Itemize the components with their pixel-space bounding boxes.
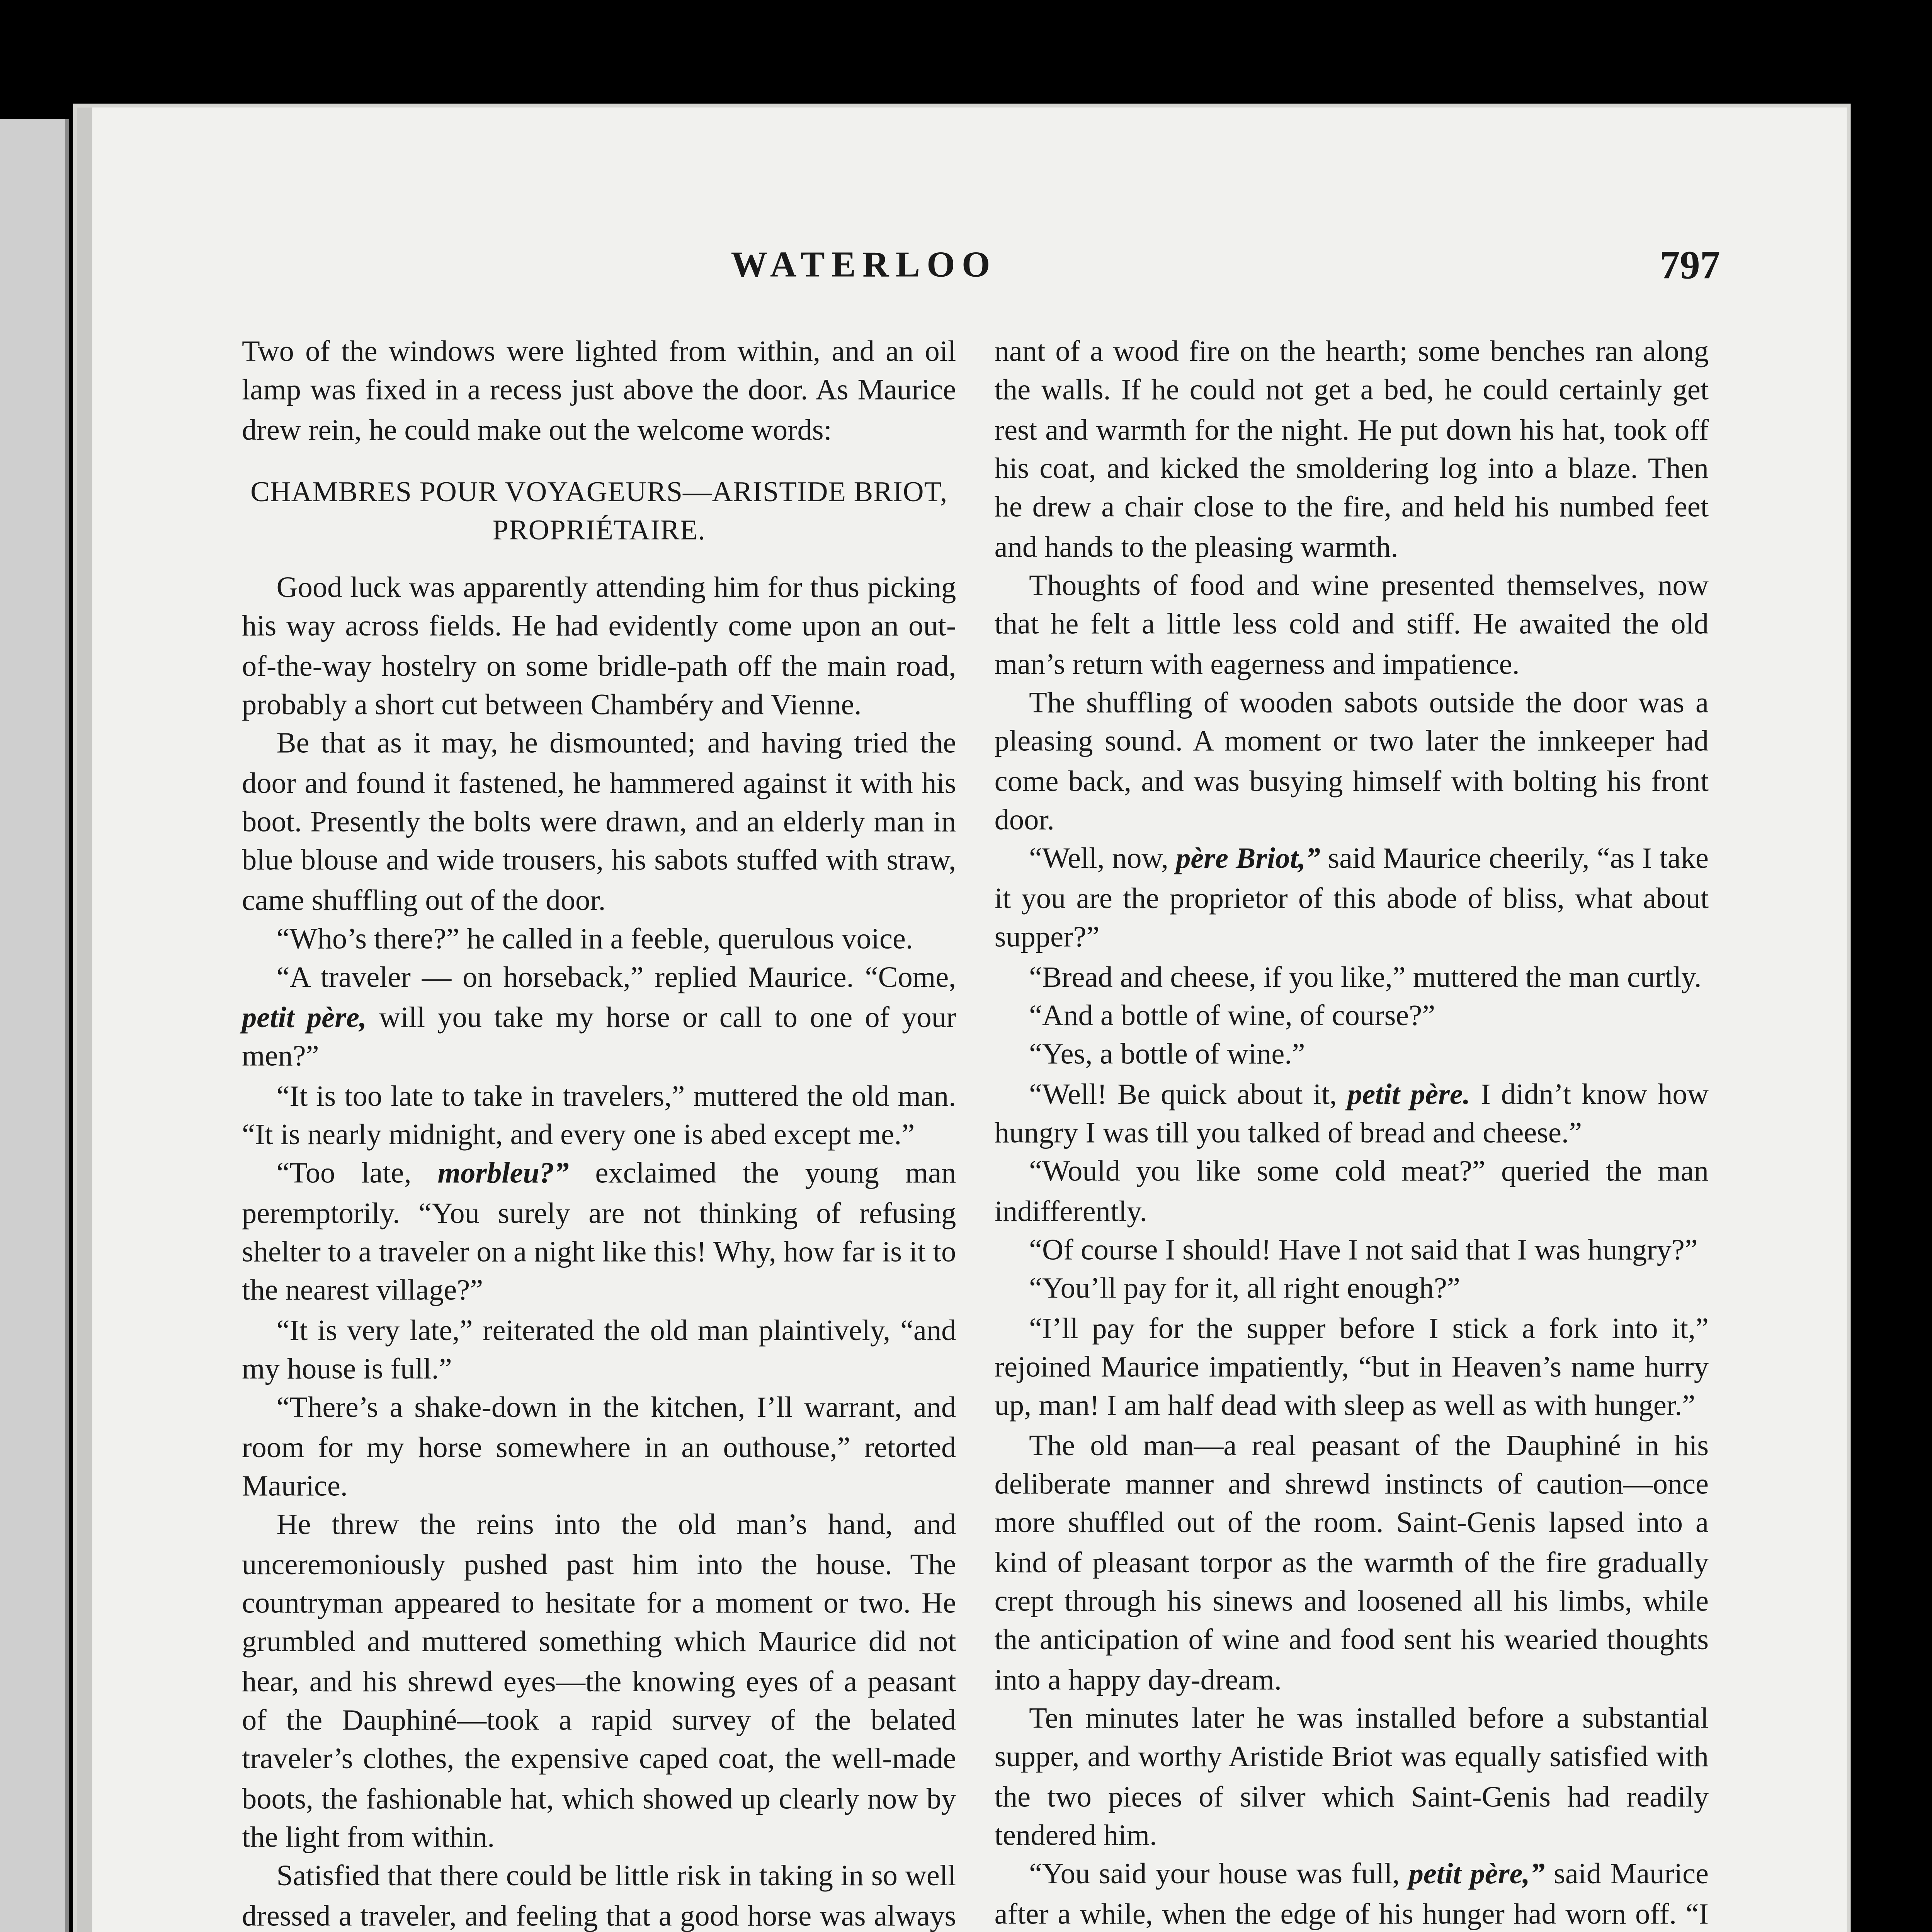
paragraph: “And a bottle of wine, of course?” <box>1029 1000 1435 1033</box>
paragraph: “Bread and cheese, if you like,” muttered the man curtly. <box>1029 961 1702 994</box>
paragraph: “Of course I should! Have I not said that I was hungry?” <box>1029 1234 1698 1267</box>
paragraph: The old man—a real peasant of the Dauphiné in his deliberate manner and shrewd instincts of caution—once more shuffled out of the room. Saint-Genis lapsed into a kind of pleasant torpor as the warmth of the fire gradually crept through his sinews and loosened all his limbs, while the anticipation of wine and food sent his wearied thoughts into a happy day-dream. <box>994 1429 1709 1697</box>
paragraph: “Well, now, père Briot,” said Maurice cheerily, “as I take it you are the proprietor of this abode of bliss, what about supper?” <box>994 844 1709 955</box>
paragraph: “A traveler — on horseback,” replied Maurice. “Come, petit père, will you take my horse or call to one of your men?” <box>242 963 956 1074</box>
page-gutter <box>77 107 92 1932</box>
paragraph: “You’ll pay for it, all right enough?” <box>1029 1273 1460 1306</box>
paragraph: Ten minutes later he was installed before a substantial supper, and worthy Aristide Briot was equally satisfied with the two pieces of silver which Saint-Genis had readily tendered him. <box>994 1703 1709 1853</box>
left-column <box>242 334 956 1932</box>
paragraph: “It is too late to take in travelers,” muttered the old man. “It is nearly midnight, and every one is abed except me.” <box>242 1080 956 1152</box>
paragraph: “Who’s there?” he called in a feeble, querulous voice. <box>276 923 913 956</box>
paragraph: “Yes, a bottle of wine.” <box>1029 1039 1305 1072</box>
paragraph: Be that as it may, he dismounted; and having tried the door and found it fastened, he hammered against it with his boot. Presently the bolts were drawn, and an elderly man in blue blouse and wide trousers, his sabots stuffed with straw, came shuffling out of the door. <box>242 728 956 917</box>
previous-page-edge <box>0 119 69 1932</box>
paragraph: Two of the windows were lighted from within, and an oil lamp was fixed in a recess just above the door. As Maurice drew rein, he could make out the welcome words: <box>242 336 956 447</box>
paragraph: “Would you like some cold meat?” queried the man indifferently. <box>994 1156 1709 1228</box>
paragraph: Satisfied that there could be little risk in taking in so well dressed a traveler, and feeling that a good horse was always <box>242 1861 956 1932</box>
paragraph: “It is very late,” reiterated the old man plaintively, “and my house is full.” <box>242 1314 956 1386</box>
paragraph: nant of a wood fire on the hearth; some benches ran along the walls. If he could not get a bed, he could certainly get rest and warmth for the night. He put down his hat, took off his coat, and kicked the smoldering log into a blaze. Then he drew a chair close to the fire, and held his numbed feet and hands to the pleasing warmth. <box>994 336 1709 564</box>
right-column <box>995 334 1709 1932</box>
paragraph: Thoughts of food and wine presented themselves, now that he felt a little less cold and stiff. He awaited the old man’s return with eagerness and impatience. <box>994 570 1709 681</box>
paragraph: The shuffling of wooden sabots outside the door was a pleasing sound. A moment or two later the innkeeper had come back, and was busying himself with bolting his front door. <box>994 687 1709 837</box>
paragraph: “Well! Be quick about it, petit père. I didn’t know how hungry I was till you talked of bread and cheese.” <box>994 1078 1709 1150</box>
paragraph: “Too late, morbleu?” exclaimed the young man peremptorily. “You surely are not thinking of refusing shelter to a traveler on a night like this! Why, how far is it to the nearest village?” <box>242 1158 956 1308</box>
paragraph: He threw the reins into the old man’s hand, and unceremoniously pushed past him into the house. The countryman appeared to hesitate for a moment or two. He grumbled and muttered something which Maurice did not hear, and his shrewd eyes—the knowing eyes of a peasant of the Dauphiné—took a rapid survey of the belated traveler’s clothes, the expensive caped coat, the well-made boots, the fashionable hat, which showed up clearly now by the light from within. <box>242 1509 956 1855</box>
paragraph: “I’ll pay for the supper before I stick a fork into it,” rejoined Maurice impatiently, “but in Heaven’s name hurry up, man! I am half dead with sleep as well as with hunger.” <box>994 1312 1709 1423</box>
paragraph: Good luck was apparently attending him for thus picking his way across fields. He had evidently come upon an out-of-the-way hostelry on some bridle-path off the main road, probably a short cut between Chambéry and Vienne. <box>242 572 956 722</box>
magazine-page <box>77 107 1847 1932</box>
paragraph: “You said your house was full, petit père,” said Maurice after a while, when the edge of his hunger had worn off. “I <box>994 1859 1709 1931</box>
paragraph: “There’s a shake-down in the kitchen, I’ll warrant, and room for my horse somewhere in an outhouse,” retorted Maurice. <box>242 1392 956 1503</box>
running-header-title: WATERLOO <box>731 245 997 286</box>
page-number: 797 <box>1660 242 1720 288</box>
inn-sign-heading: CHAMBRES POUR VOYAGEURS—ARISTIDE BRIOT, PROPRIÉTAIRE. <box>250 478 948 548</box>
